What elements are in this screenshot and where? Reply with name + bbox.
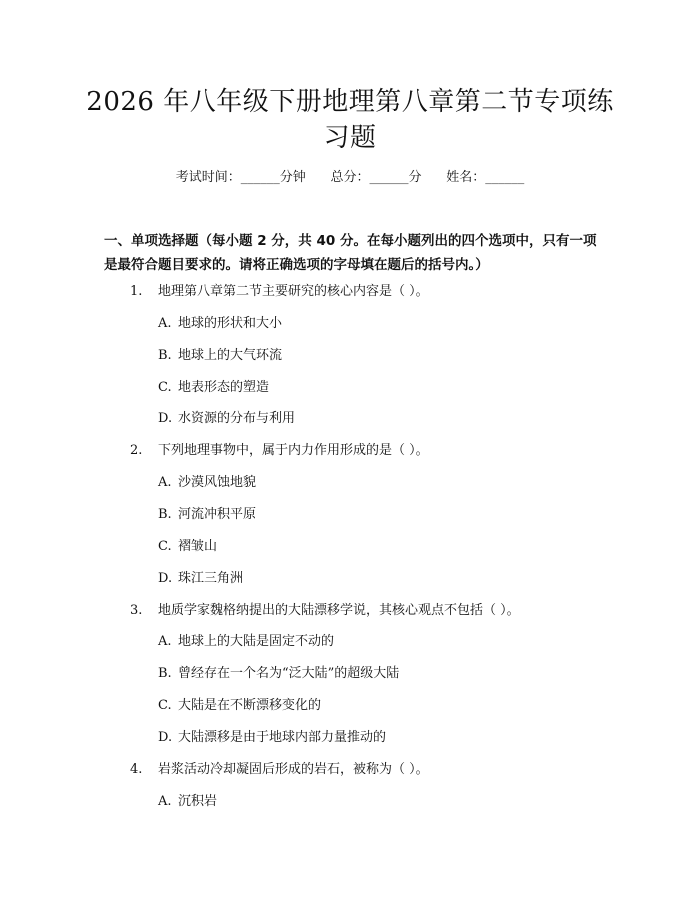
question-number: 3. (130, 603, 143, 618)
question-2-option-d (158, 569, 243, 589)
question-1-option-c (158, 378, 269, 398)
option-text: 河流冲积平原 (178, 507, 257, 522)
option-text: 大陆是在不断漂移变化的 (178, 698, 322, 713)
option-letter: A. (158, 794, 172, 809)
option-letter: D. (158, 411, 173, 426)
option-text: 沉积岩 (178, 794, 218, 809)
question-2-option-a (158, 473, 256, 493)
question-2-option-b (158, 505, 256, 525)
question-number: 1. (130, 284, 143, 299)
section-heading-line-1: 一、单项选择题（每小题 2 分，共 40 分。在每小题列出的四个选项中，只有一项 (104, 233, 597, 249)
question-2-option-c (158, 537, 217, 557)
question-number: 2. (130, 443, 143, 458)
exam-info-line: 考试时间：______分钟 总分：______分 姓名：______ (175, 170, 525, 185)
option-text: 沙漠风蚀地貌 (178, 475, 257, 490)
option-letter: A. (158, 316, 172, 331)
option-text: 地球的形状和大小 (178, 316, 283, 331)
option-text: 曾经存在一个名为“泛大陆”的超级大陆 (178, 666, 400, 681)
question-text: 地质学家魏格纳提出的大陆漂移学说，其核心观点不包括（ ）。 (158, 603, 520, 618)
option-letter: A. (158, 634, 172, 649)
option-letter: C. (158, 380, 172, 395)
question-text: 岩浆活动冷却凝固后形成的岩石，被称为（ ）。 (158, 762, 429, 777)
option-letter: B. (158, 666, 172, 681)
option-letter: C. (158, 539, 172, 554)
option-text: 地球上的大陆是固定不动的 (178, 634, 335, 649)
question-text: 下列地理事物中，属于内力作用形成的是（ ）。 (158, 443, 429, 458)
option-letter: B. (158, 348, 172, 363)
question-1-option-d (158, 409, 295, 429)
question-4 (130, 760, 429, 780)
option-letter: B. (158, 507, 172, 522)
document-title-line-1: 2026 年八年级下册地理第八章第二节专项练 (86, 87, 614, 117)
option-text: 大陆漂移是由于地球内部力量推动的 (178, 730, 387, 745)
option-letter: C. (158, 698, 172, 713)
option-text: 珠江三角洲 (178, 571, 244, 586)
option-letter: D. (158, 571, 173, 586)
question-3-option-b (158, 664, 399, 684)
question-number: 4. (130, 762, 143, 777)
option-text: 地球上的大气环流 (178, 348, 283, 363)
question-text: 地理第八章第二节主要研究的核心内容是（ ）。 (158, 284, 429, 299)
question-3 (130, 601, 520, 621)
question-2 (130, 441, 429, 461)
option-text: 水资源的分布与利用 (178, 411, 296, 426)
document-title-line-2: 习题 (323, 123, 377, 153)
question-3-option-a (158, 632, 334, 652)
question-1 (130, 282, 429, 302)
question-3-option-c (158, 696, 321, 716)
question-3-option-d (158, 728, 386, 748)
option-letter: D. (158, 730, 173, 745)
question-4-option-a (158, 792, 217, 812)
option-text: 地表形态的塑造 (178, 380, 270, 395)
section-heading-line-2: 是最符合题目要求的。请将正确选项的字母填在题后的括号内。） (104, 257, 489, 273)
option-text: 褶皱山 (178, 539, 218, 554)
question-1-option-a (158, 314, 282, 334)
question-1-option-b (158, 346, 282, 366)
option-letter: A. (158, 475, 172, 490)
